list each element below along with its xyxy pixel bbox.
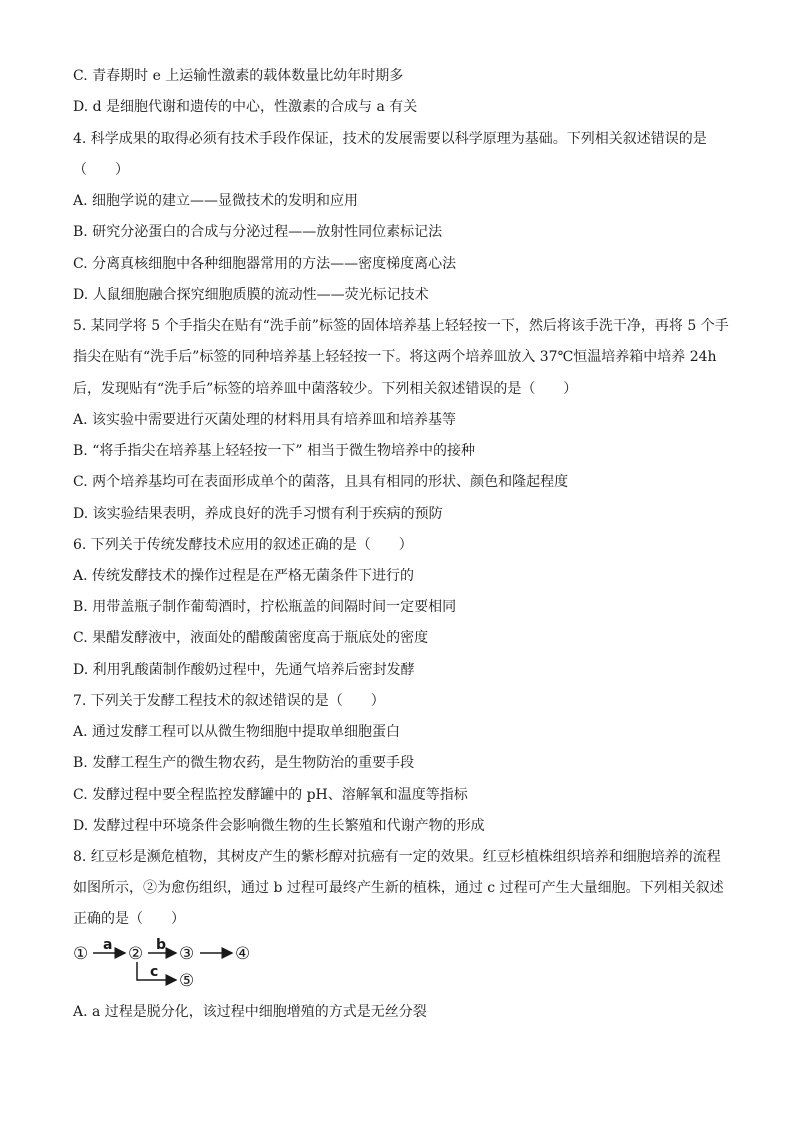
option-b-q5: B. “将手指尖在培养基上轻轻按一下” 相当于微生物培养中的接种 (73, 443, 475, 459)
option-c-q7: C. 发酵过程中要全程监控发酵罐中的 pH、溶解氧和温度等指标 (73, 787, 468, 803)
option-c-q6: C. 果醋发酵液中，液面处的醋酸菌密度高于瓶底处的密度 (73, 630, 429, 646)
flow-diagram (73, 938, 283, 994)
option-d-q4: D. 人鼠细胞融合探究细胞质膜的流动性——荧光标记技术 (73, 287, 429, 303)
node-2: ② (128, 944, 144, 964)
option-b-q4: B. 研究分泌蛋白的合成与分泌过程——放射性同位素标记法 (73, 224, 443, 240)
option-d-q6: D. 利用乳酸菌制作酸奶过程中，先通气培养后密封发酵 (73, 662, 415, 678)
option-b-q7: B. 发酵工程生产的微生物农药，是生物防治的重要手段 (73, 755, 415, 771)
option-c-q3: C. 青春期时 e 上运输性激素的载体数量比幼年时期多 (73, 68, 404, 84)
question-5-stem-line3: 后，发现贴有“洗手后”标签的培养皿中菌落较少。下列相关叙述错误的是（ ） (73, 381, 578, 397)
option-b-q6: B. 用带盖瓶子制作葡萄酒时，拧松瓶盖的间隔时间一定要相同 (73, 599, 457, 615)
label-a: a (103, 938, 113, 953)
question-5-stem-line1: 5. 某同学将 5 个手指尖在贴有“洗手前”标签的固体培养基上轻轻按一下，然后将该手洗干净，再将 5 个手 (73, 318, 729, 334)
label-b: b (156, 938, 167, 953)
node-3: ③ (179, 944, 195, 964)
node-4: ④ (235, 944, 251, 964)
node-5: ⑤ (179, 971, 195, 991)
option-d-q3: D. d 是细胞代谢和遗传的中心，性激素的合成与 a 有关 (73, 99, 418, 115)
question-8-stem-line2: 如图所示，②为愈伤组织，通过 b 过程可最终产生新的植株，通过 c 过程可产生大量细胞。下列相关叙述 (73, 880, 724, 896)
option-d-q5: D. 该实验结果表明，养成良好的洗手习惯有利于疾病的预防 (73, 506, 443, 522)
question-4-paren: （ ） (73, 162, 129, 178)
question-8-stem-line1: 8. 红豆杉是濒危植物，其树皮产生的紫杉醇对抗癌有一定的效果。红豆杉植株组织培养和细胞培养的流程 (73, 849, 721, 865)
option-c-q4: C. 分离真核细胞中各种细胞器常用的方法——密度梯度离心法 (73, 256, 457, 272)
label-c: c (150, 964, 159, 980)
option-c-q5: C. 两个培养基均可在表面形成单个的菌落，且具有相同的形状、颜色和隆起程度 (73, 474, 569, 490)
option-a-q4: A. 细胞学说的建立——显微技术的发明和应用 (73, 193, 359, 209)
option-a-q5: A. 该实验中需要进行灭菌处理的材料用具有培养皿和培养基等 (73, 412, 457, 428)
question-5-stem-line2: 指尖在贴有“洗手后”标签的同种培养基上轻轻按一下。将这两个培养皿放入 37℃恒温培养箱中培养 24h (73, 349, 717, 365)
question-8-stem-line3: 正确的是（ ） (73, 911, 185, 927)
option-a-q8: A. a 过程是脱分化，该过程中细胞增殖的方式是无丝分裂 (73, 1004, 427, 1020)
option-d-q7: D. 发酵过程中环境条件会影响微生物的生长繁殖和代谢产物的形成 (73, 818, 485, 834)
node-1: ① (73, 944, 89, 964)
question-7-stem: 7. 下列关于发酵工程技术的叙述错误的是（ ） (73, 693, 385, 709)
question-4-stem: 4. 科学成果的取得必须有技术手段作保证，技术的发展需要以科学原理为基础。下列相关叙述错误的是 (73, 131, 707, 147)
option-a-q7: A. 通过发酵工程可以从微生物细胞中提取单细胞蛋白 (73, 724, 401, 740)
option-a-q6: A. 传统发酵技术的操作过程是在严格无菌条件下进行的 (73, 568, 415, 584)
question-6-stem: 6. 下列关于传统发酵技术应用的叙述正确的是（ ） (73, 537, 413, 553)
